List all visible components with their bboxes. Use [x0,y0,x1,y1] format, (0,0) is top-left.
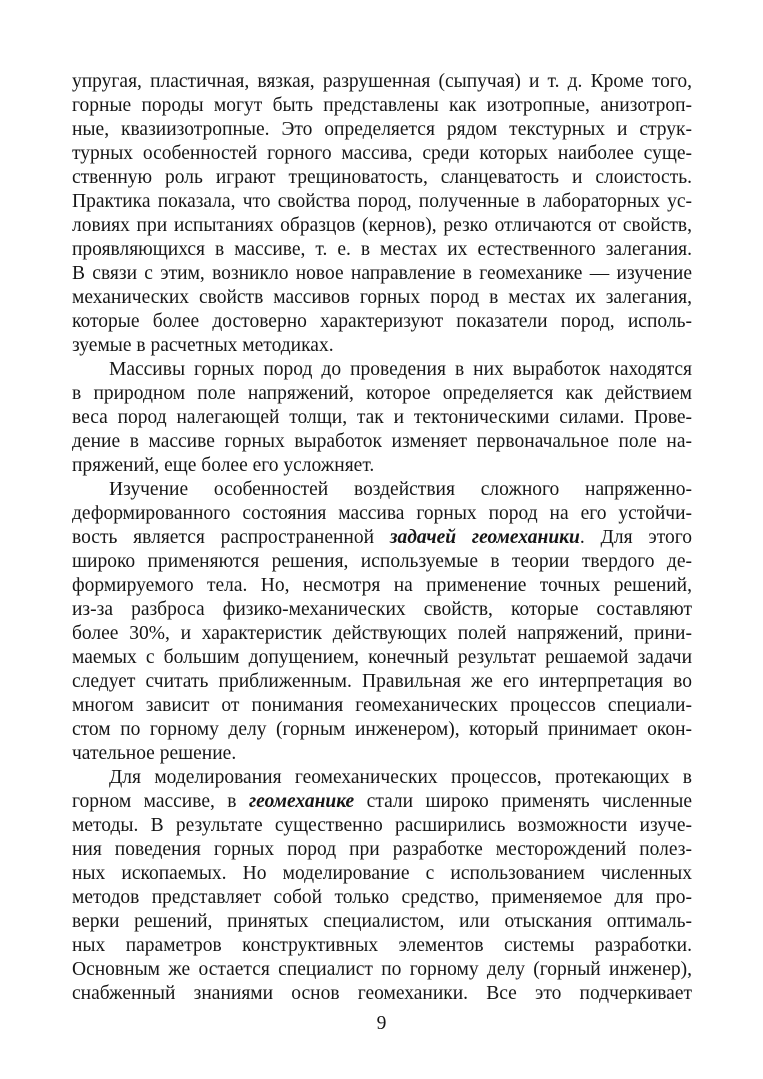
text-line [72,694,692,718]
text-segment: широко применяются решения, используемые в теории твердого де- [72,551,692,572]
text-line [72,526,692,550]
text-line [72,142,692,166]
text-segment: проявляющихся в массиве, т. е. в местах их естественного залегания. [72,239,692,260]
text-line [72,598,692,622]
text-line [72,814,692,838]
text-segment: которые более достоверно характеризуют показатели пород, исполь- [72,311,692,332]
text-segment: механических свойств массивов горных пород в местах их залегания, [72,287,692,308]
text-line [72,982,692,1006]
text-segment: из-за разброса физико-механических свойств, которые составляют [72,599,692,620]
text-segment: упругая, пластичная, вязкая, разрушенная (сыпучая) и т. д. Кроме того, [72,71,692,92]
text-line [72,502,692,526]
text-line [72,262,692,286]
text-segment: турных особенностей горного массива, среди которых наиболее суще- [72,143,692,164]
text-line [72,286,692,310]
text-segment: ственную роль играют трещиноватость, сланцеватость и слоистость. [72,167,692,188]
text-segment: Изучение особенностей воздействия сложного напряженно- [109,479,692,500]
text-line [72,790,692,814]
text-segment: ных ископаемых. Но моделирование с использованием численных [72,863,692,884]
text-line [72,670,692,694]
text-line [72,718,692,742]
text-segment: веса пород налегающей толщи, так и тектоническими силами. Прове- [72,407,692,428]
paragraph [72,358,692,478]
text-segment: Основным же остается специалист по горному делу (горный инженер), [72,959,692,980]
text-line [72,214,692,238]
text-line [72,574,692,598]
text-line [72,358,692,382]
text-segment: методов представляет собой только средство, применяемое для про- [72,887,692,908]
emphasis-term: геомеханике [248,791,355,812]
paragraph [72,766,692,1006]
text-line [72,94,692,118]
text-line [72,742,692,766]
text-segment: Массивы горных пород до проведения в них выработок находятся [109,359,692,380]
text-segment: пряжений, еще более его усложняет. [72,455,375,476]
text-segment: ния поведения горных пород при разработке месторождений полез- [72,839,692,860]
text-segment: методы. В результате существенно расширились возможности изуче- [72,815,692,836]
text-segment: в природном поле напряжений, которое определяется как действием [72,383,692,404]
text-segment: ных параметров конструктивных элементов системы разработки. [72,935,692,956]
text-segment: горном массиве, в [72,791,249,812]
text-segment: снабженный знаниями основ геомеханики. Все это подчеркивает [72,983,692,1004]
text-segment: ловиях при испытаниях образцов (кернов), резко отличаются от свойств, [72,215,692,236]
text-segment: Практика показала, что свойства пород, полученные в лабораторных ус- [72,191,692,212]
text-line [72,70,692,94]
text-segment: формируемого тела. Но, несмотря на применение точных решений, [72,575,692,596]
text-segment: маемых с большим допущением, конечный результат решаемой задачи [72,647,692,668]
text-line [72,478,692,502]
text-line [72,646,692,670]
text-line [72,910,692,934]
text-line [72,766,692,790]
paragraph [72,70,692,358]
text-segment: дение в массиве горных выработок изменяет первоначальное поле на- [72,431,692,452]
text-segment: более 30%, и характеристик действующих полей напряжений, прини- [72,623,692,644]
text-segment: следует считать приближенным. Правильная же его интерпретация во [72,671,692,692]
text-line [72,118,692,142]
text-segment: Для моделирования геомеханических процессов, протекающих в [109,767,692,788]
text-line [72,550,692,574]
text-line [72,406,692,430]
text-segment: чательное решение. [72,743,237,764]
text-line [72,454,692,478]
text-block [72,70,692,1006]
text-segment: . Для этого [579,527,692,548]
text-line [72,886,692,910]
text-segment: стом по горному делу (горным инженером), который принимает окон- [72,719,692,740]
text-segment: В связи с этим, возникло новое направление в геомеханике — изучение [72,263,692,284]
text-segment: деформированного состояния массива горных пород на его устойчи- [72,503,692,524]
text-segment: вость является распространенной [72,527,390,548]
text-line [72,166,692,190]
text-segment: зуемые в расчетных методиках. [72,335,334,356]
text-segment: стали широко применять численные [354,791,692,812]
text-segment: горные породы могут быть представлены как изотропные, анизотроп- [72,95,692,116]
text-line [72,958,692,982]
text-segment: верки решений, принятых специалистом, или отыскания оптималь- [72,911,692,932]
text-line [72,238,692,262]
text-segment: ные, квазиизотропные. Это определяется рядом текстурных и струк- [72,119,692,140]
text-line [72,934,692,958]
text-line [72,382,692,406]
text-line [72,310,692,334]
text-line [72,334,692,358]
text-line [72,190,692,214]
text-line [72,862,692,886]
paragraph [72,478,692,766]
text-line [72,622,692,646]
page-number: 9 [376,1013,387,1034]
text-segment: многом зависит от понимания геомеханических процессов специали- [72,695,692,716]
text-line [72,430,692,454]
text-line [72,838,692,862]
emphasis-term: задачей геомеханики [389,527,580,548]
